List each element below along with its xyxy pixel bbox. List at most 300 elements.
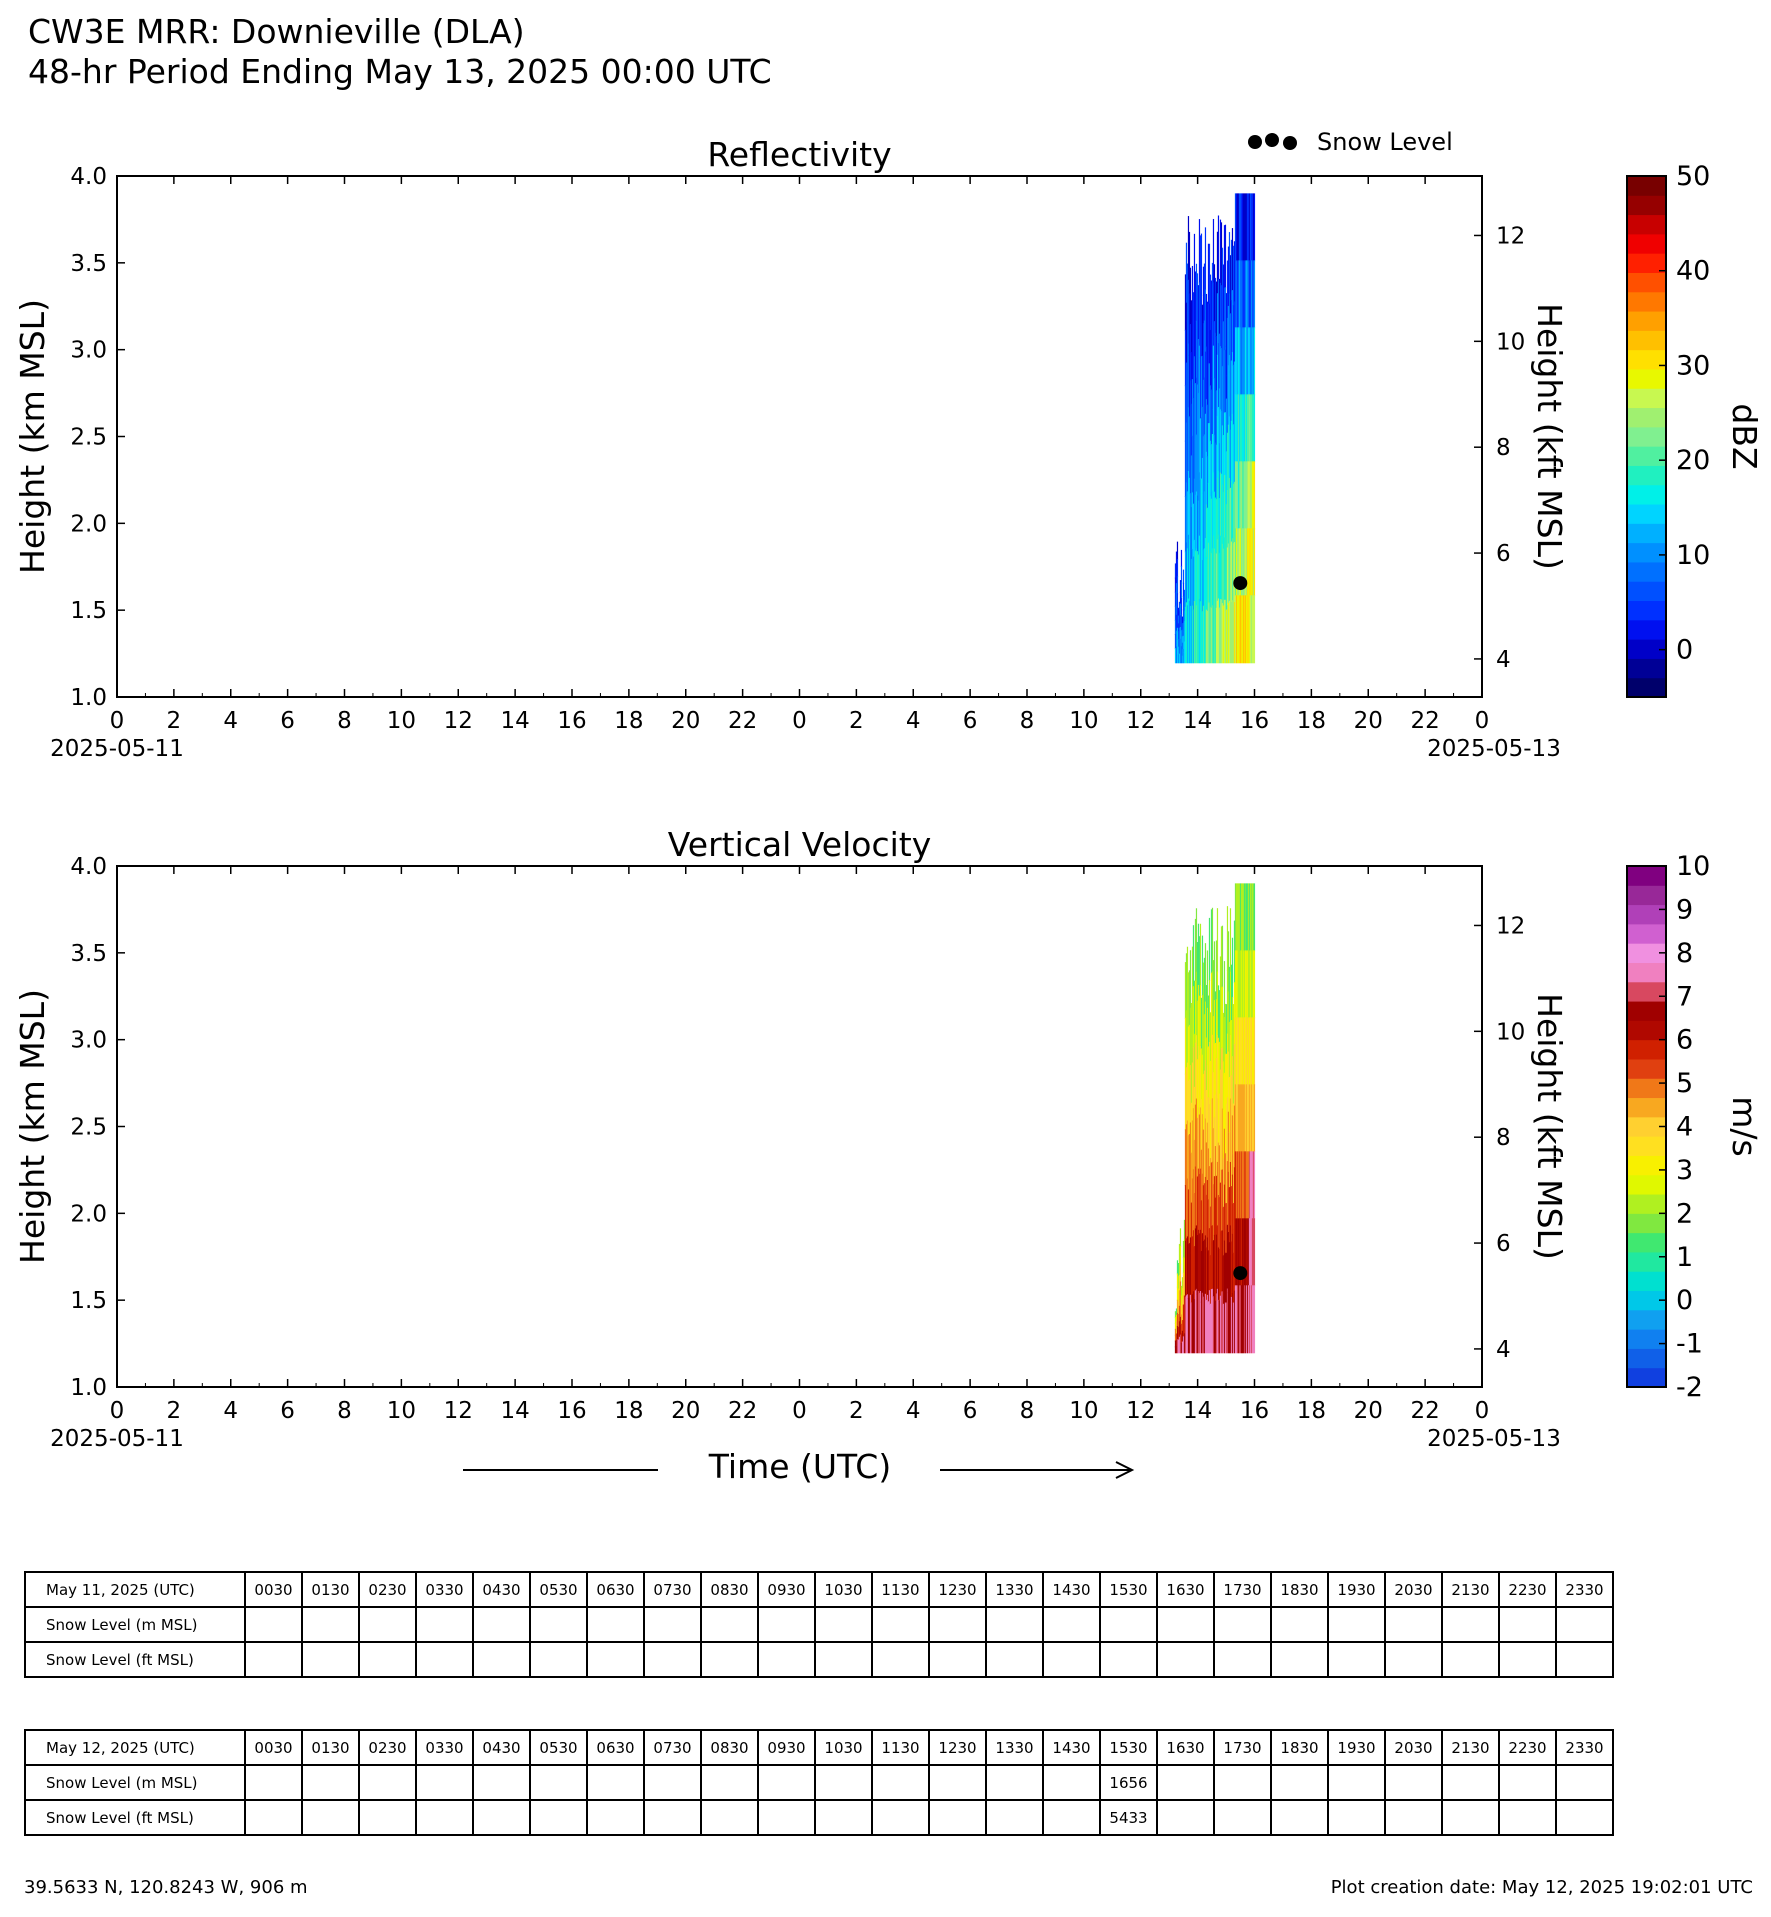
table-time-header: 0230 <box>359 1572 416 1607</box>
colorbar-swatch <box>1627 982 1666 1002</box>
figure-subtitle: 48-hr Period Ending May 13, 2025 00:00 UTC <box>28 52 772 91</box>
colorbar-swatch <box>1627 350 1666 370</box>
heatmap-streak <box>1190 950 1191 1008</box>
table-time-header: 1930 <box>1328 1730 1385 1765</box>
snow-level-marker <box>1233 1266 1247 1280</box>
colorbar-tick-label: 10 <box>1676 851 1711 882</box>
x-tick-label: 12 <box>1126 708 1156 734</box>
y-axis-label-left: Height (km MSL) <box>13 989 52 1264</box>
colorbar-swatch <box>1627 1136 1666 1156</box>
colorbar-swatch <box>1627 311 1666 331</box>
table-time-header: 0630 <box>587 1730 644 1765</box>
legend-marker-icon <box>1283 136 1297 150</box>
colorbar-tick-label: 1 <box>1676 1241 1694 1273</box>
plot-frame <box>117 176 1482 697</box>
table-cell <box>872 1800 929 1835</box>
table-cell <box>644 1642 701 1677</box>
end-date-label: 2025-05-13 <box>1427 736 1561 762</box>
table-time-header: 1230 <box>929 1730 986 1765</box>
x-tick-label: 22 <box>1410 708 1440 734</box>
table-cell <box>701 1800 758 1835</box>
table-cell <box>872 1607 929 1642</box>
colorbar-swatch <box>1627 962 1666 982</box>
heatmap-streak <box>1181 550 1182 567</box>
table-header-row <box>25 1730 1613 1765</box>
legend-marker-icon <box>1265 133 1279 147</box>
heatmap-streak <box>1193 925 1194 987</box>
plot-creation-date: Plot creation date: May 12, 2025 19:02:01 UTC <box>1330 1877 1753 1898</box>
table-cell <box>359 1642 416 1677</box>
heatmap-streak <box>1230 908 1231 972</box>
table-cell <box>359 1765 416 1800</box>
table-cell <box>1043 1800 1100 1835</box>
x-tick-label: 2 <box>166 1398 182 1424</box>
table-cell <box>587 1642 644 1677</box>
table-cell <box>1157 1642 1214 1677</box>
y-right-tick-label: 6 <box>1496 541 1511 568</box>
y-right-tick-label: 10 <box>1496 1019 1526 1046</box>
table-cell <box>701 1607 758 1642</box>
x-tick-label: 4 <box>223 1398 239 1424</box>
x-tick-label: 16 <box>557 1398 587 1424</box>
colorbar-swatch <box>1627 272 1666 292</box>
table-cell <box>1271 1765 1328 1800</box>
colorbar-swatch <box>1627 523 1666 543</box>
table-time-header: 0330 <box>416 1730 473 1765</box>
table-cell <box>758 1765 815 1800</box>
table-row <box>25 1642 1613 1677</box>
table-cell <box>473 1607 530 1642</box>
x-tick-label: 18 <box>614 708 644 734</box>
table-time-header: 2330 <box>1556 1730 1613 1765</box>
table-cell <box>1100 1607 1157 1642</box>
table-cell <box>815 1642 872 1677</box>
table-time-header: 1230 <box>929 1572 986 1607</box>
y-tick-label: 2.0 <box>70 1201 107 1228</box>
colorbar-tick-label: 40 <box>1676 255 1711 287</box>
table-cell <box>758 1607 815 1642</box>
table-time-header: 0130 <box>302 1730 359 1765</box>
heatmap-streak <box>1254 950 1255 1018</box>
table-cell <box>1100 1642 1157 1677</box>
colorbar-swatch <box>1627 369 1666 389</box>
table-cell <box>416 1765 473 1800</box>
table-cell <box>530 1765 587 1800</box>
colorbar-swatch <box>1627 1059 1666 1079</box>
table-cell <box>986 1642 1043 1677</box>
table-time-header: 1030 <box>815 1572 872 1607</box>
x-tick-label: 10 <box>386 1398 417 1424</box>
table-cell <box>1442 1800 1499 1835</box>
y-right-tick-label: 12 <box>1496 223 1526 250</box>
table-time-header: 1930 <box>1328 1572 1385 1607</box>
colorbar-swatch <box>1627 1348 1666 1368</box>
heatmap-streak <box>1225 225 1226 289</box>
table-time-header: 1630 <box>1157 1572 1214 1607</box>
heatmap-streak <box>1209 918 1210 981</box>
table-cell <box>701 1642 758 1677</box>
colorbar-tick-label: 9 <box>1676 894 1694 926</box>
heatmap-streak <box>1180 1228 1181 1247</box>
x-tick-label: 0 <box>792 1398 807 1424</box>
x-tick-label: 20 <box>1353 1398 1383 1424</box>
x-tick-label: 2 <box>166 708 182 734</box>
x-tick-label: 18 <box>1296 1398 1327 1424</box>
heatmap-streak <box>1254 394 1255 462</box>
table-cell <box>986 1765 1043 1800</box>
table-cell <box>815 1800 872 1835</box>
table-cell <box>359 1607 416 1642</box>
table-time-header: 2030 <box>1385 1572 1442 1607</box>
table-time-header: 2130 <box>1442 1730 1499 1765</box>
table-time-header: 0230 <box>359 1730 416 1765</box>
table-time-header: 0830 <box>701 1730 758 1765</box>
y-tick-label: 4.0 <box>70 854 107 880</box>
colorbar-label: m/s <box>1725 1096 1764 1157</box>
heatmap-streak <box>1254 1017 1255 1085</box>
y-right-tick-label: 6 <box>1496 1231 1511 1258</box>
table-cell <box>302 1642 359 1677</box>
heatmap-streak <box>1180 1264 1181 1283</box>
y-right-tick-label: 4 <box>1496 646 1511 673</box>
plot-frame <box>117 866 1482 1387</box>
vertical-velocity-chart <box>0 690 1771 1470</box>
colorbar-tick-label: 0 <box>1676 1285 1694 1317</box>
table-cell <box>1556 1800 1613 1835</box>
colorbar-swatch <box>1627 866 1666 886</box>
x-tick-label: 20 <box>671 708 701 734</box>
heatmap-streak <box>1254 1084 1255 1152</box>
legend-label: Snow Level <box>1317 128 1453 156</box>
table-cell <box>929 1765 986 1800</box>
legend-marker-icon <box>1248 135 1262 149</box>
table-cell <box>530 1642 587 1677</box>
table-cell <box>1157 1607 1214 1642</box>
table-cell: 1656 <box>1100 1765 1157 1800</box>
x-tick-label: 14 <box>1182 708 1213 734</box>
snow-level-legend <box>1248 128 1453 156</box>
table-date-label: May 12, 2025 (UTC) <box>25 1730 245 1765</box>
table-cell <box>1157 1765 1214 1800</box>
colorbar-swatch <box>1627 1271 1666 1291</box>
table-time-header: 0830 <box>701 1572 758 1607</box>
table-cell <box>644 1765 701 1800</box>
table-cell: 5433 <box>1100 1800 1157 1835</box>
y-right-tick-label: 8 <box>1496 435 1511 462</box>
heatmap-streak <box>1201 234 1202 296</box>
y-tick-label: 3.5 <box>70 250 107 277</box>
table-time-header: 2330 <box>1556 1572 1613 1607</box>
table-cell <box>1385 1800 1442 1835</box>
heatmap-streak <box>1254 1285 1255 1353</box>
table-cell <box>1043 1642 1100 1677</box>
table-time-header: 1330 <box>986 1572 1043 1607</box>
x-tick-label: 2 <box>849 708 864 734</box>
colorbar-swatch <box>1627 330 1666 350</box>
table-cell <box>473 1765 530 1800</box>
y-tick-label: 1.5 <box>70 598 107 625</box>
y-tick-label: 1.0 <box>70 1375 107 1401</box>
reflectivity-panel <box>0 0 1771 780</box>
table-time-header: 1730 <box>1214 1572 1271 1607</box>
x-tick-label: 14 <box>1182 1398 1213 1424</box>
x-tick-label: 0 <box>1474 1398 1490 1424</box>
x-tick-label: 4 <box>223 708 239 734</box>
y-tick-label: 2.5 <box>70 424 107 451</box>
heatmap-streak <box>1200 924 1201 986</box>
table-time-header: 1830 <box>1271 1730 1328 1765</box>
table-cell <box>1499 1765 1556 1800</box>
colorbar-tick-label: 3 <box>1676 1154 1694 1186</box>
table-time-header: 2130 <box>1442 1572 1499 1607</box>
table-cell <box>302 1765 359 1800</box>
start-date-label: 2025-05-11 <box>50 1426 184 1452</box>
table-cell <box>1328 1800 1385 1835</box>
table-time-header: 0630 <box>587 1572 644 1607</box>
table-time-header: 1430 <box>1043 1572 1100 1607</box>
figure-title: CW3E MRR: Downieville (DLA) <box>28 12 525 51</box>
y-right-tick-label: 12 <box>1496 913 1526 940</box>
colorbar-swatch <box>1627 1040 1666 1060</box>
colorbar-swatch <box>1627 485 1666 505</box>
colorbar-swatch <box>1627 885 1666 905</box>
y-right-tick-label: 4 <box>1496 1336 1511 1363</box>
colorbar-swatch <box>1627 620 1666 640</box>
table-cell <box>1499 1607 1556 1642</box>
table-cell <box>986 1800 1043 1835</box>
colorbar-swatch <box>1627 1368 1666 1388</box>
y-right-tick-label: 8 <box>1496 1125 1511 1152</box>
table-cell <box>815 1607 872 1642</box>
table-time-header: 1130 <box>872 1730 929 1765</box>
table-cell <box>416 1800 473 1835</box>
colorbar-swatch <box>1627 408 1666 428</box>
table-cell <box>416 1642 473 1677</box>
heatmap-streak <box>1180 1246 1181 1265</box>
colorbar-swatch <box>1627 465 1666 485</box>
x-tick-label: 12 <box>1126 1398 1156 1424</box>
table-cell <box>1328 1607 1385 1642</box>
x-tick-label: 12 <box>443 1398 473 1424</box>
table-cell <box>1556 1607 1613 1642</box>
table-time-header: 1130 <box>872 1572 929 1607</box>
table-cell <box>1556 1765 1613 1800</box>
table-cell <box>758 1642 815 1677</box>
table-cell <box>416 1607 473 1642</box>
x-tick-label: 0 <box>109 708 125 734</box>
table-cell <box>1214 1642 1271 1677</box>
table-row-label: Snow Level (ft MSL) <box>25 1642 245 1677</box>
colorbar-swatch <box>1627 1155 1666 1175</box>
table-cell <box>359 1800 416 1835</box>
table-row <box>25 1765 1613 1800</box>
colorbar-swatch <box>1627 658 1666 678</box>
table-cell <box>758 1800 815 1835</box>
table-time-header: 0430 <box>473 1572 530 1607</box>
table-cell <box>872 1765 929 1800</box>
colorbar-tick-label: 2 <box>1676 1198 1694 1230</box>
colorbar-swatch <box>1627 1078 1666 1098</box>
heatmap-streak <box>1254 595 1255 663</box>
y-tick-label: 3.0 <box>70 1027 107 1054</box>
y-axis-label-right: Height (kft MSL) <box>1530 303 1569 570</box>
table-cell <box>1442 1765 1499 1800</box>
table-cell <box>644 1800 701 1835</box>
table-time-header: 0730 <box>644 1730 701 1765</box>
table-cell <box>302 1607 359 1642</box>
x-tick-label: 14 <box>500 708 530 734</box>
y-tick-label: 3.0 <box>70 337 107 364</box>
table-time-header: 0730 <box>644 1572 701 1607</box>
colorbar-swatch <box>1627 924 1666 944</box>
x-tick-label: 6 <box>962 708 978 734</box>
table-time-header: 0930 <box>758 1572 815 1607</box>
x-tick-label: 6 <box>280 1398 295 1424</box>
x-tick-label: 4 <box>905 1398 921 1424</box>
table-cell <box>1157 1800 1214 1835</box>
colorbar-swatch <box>1627 601 1666 621</box>
table-cell <box>1328 1765 1385 1800</box>
snow-level-table-may12 <box>24 1729 1614 1836</box>
heatmap-streak <box>1254 260 1255 328</box>
table-time-header: 0030 <box>245 1572 302 1607</box>
table-row-label: Snow Level (ft MSL) <box>25 1800 245 1835</box>
x-tick-label: 20 <box>1353 708 1383 734</box>
x-tick-label: 2 <box>849 1398 864 1424</box>
station-location: 39.5633 N, 120.8243 W, 906 m <box>24 1877 308 1898</box>
heatmap-streak <box>1177 542 1178 560</box>
table-cell <box>929 1800 986 1835</box>
time-axis-label-row <box>460 1440 1140 1500</box>
x-tick-label: 12 <box>443 708 473 734</box>
x-tick-label: 8 <box>337 1398 352 1424</box>
y-tick-label: 3.5 <box>70 940 107 967</box>
colorbar-swatch <box>1627 1329 1666 1349</box>
table-cell <box>644 1607 701 1642</box>
colorbar-swatch <box>1627 905 1666 925</box>
heatmap-streak <box>1254 883 1255 951</box>
colorbar-tick-label: -2 <box>1676 1372 1703 1403</box>
colorbar-swatch <box>1627 1252 1666 1272</box>
table-time-header: 0330 <box>416 1572 473 1607</box>
table-cell <box>245 1800 302 1835</box>
colorbar-swatch <box>1627 1175 1666 1195</box>
colorbar-swatch <box>1627 1098 1666 1118</box>
table-time-header: 1730 <box>1214 1730 1271 1765</box>
table-cell <box>1499 1800 1556 1835</box>
colorbar-swatch <box>1627 292 1666 312</box>
colorbar-tick-label: -1 <box>1676 1328 1703 1360</box>
colorbar-swatch <box>1627 1001 1666 1021</box>
colorbar-swatch <box>1627 1194 1666 1214</box>
colorbar-tick-label: 20 <box>1676 445 1711 477</box>
colorbar <box>1627 161 1764 698</box>
table-time-header: 1830 <box>1271 1572 1328 1607</box>
heatmap-streak <box>1232 938 1233 998</box>
table-cell <box>245 1642 302 1677</box>
colorbar-swatch <box>1627 234 1666 254</box>
colorbar-tick-label: 6 <box>1676 1024 1694 1056</box>
colorbar-label: dBZ <box>1725 403 1764 470</box>
table-cell <box>1043 1765 1100 1800</box>
colorbar <box>1627 851 1764 1403</box>
colorbar-tick-label: 5 <box>1676 1068 1694 1100</box>
panel-title: Vertical Velocity <box>667 825 932 864</box>
colorbar-swatch <box>1627 1020 1666 1040</box>
table-row-label: Snow Level (m MSL) <box>25 1765 245 1800</box>
x-tick-label: 14 <box>500 1398 530 1424</box>
table-cell <box>1328 1642 1385 1677</box>
heatmap-streak <box>1254 1151 1255 1219</box>
table-cell <box>587 1765 644 1800</box>
table-cell <box>929 1607 986 1642</box>
x-tick-label: 10 <box>1069 1398 1099 1424</box>
colorbar-swatch <box>1627 1233 1666 1253</box>
x-tick-label: 0 <box>109 1398 125 1424</box>
table-cell <box>1214 1800 1271 1835</box>
table-cell <box>587 1607 644 1642</box>
table-time-header: 2230 <box>1499 1572 1556 1607</box>
vertical-velocity-panel <box>0 690 1771 1470</box>
heatmap-streak <box>1254 193 1255 261</box>
colorbar-swatch <box>1627 1310 1666 1330</box>
table-row <box>25 1607 1613 1642</box>
y-tick-label: 1.5 <box>70 1288 107 1315</box>
colorbar-tick-label: 7 <box>1676 981 1694 1013</box>
snow-level-marker <box>1233 576 1247 590</box>
heatmap-streak <box>1254 528 1255 596</box>
table-cell <box>986 1607 1043 1642</box>
table-cell <box>929 1642 986 1677</box>
colorbar-swatch <box>1627 543 1666 563</box>
heatmap-streak <box>1181 566 1182 583</box>
heatmap-data <box>1175 193 1255 663</box>
table-time-header: 2230 <box>1499 1730 1556 1765</box>
table-time-header: 0430 <box>473 1730 530 1765</box>
heatmap-streak <box>1177 559 1178 577</box>
x-tick-label: 16 <box>557 708 587 734</box>
heatmap-streak <box>1254 461 1255 529</box>
heatmap-streak <box>1181 598 1182 615</box>
colorbar-swatch <box>1627 388 1666 408</box>
heatmap-streak <box>1181 582 1182 599</box>
colorbar-swatch <box>1627 504 1666 524</box>
table-cell <box>530 1800 587 1835</box>
heatmap-streak <box>1217 908 1218 972</box>
y-axis-label-right: Height (kft MSL) <box>1530 993 1569 1260</box>
x-tick-label: 4 <box>905 708 921 734</box>
x-tick-label: 22 <box>727 708 758 734</box>
table-cell <box>473 1642 530 1677</box>
table-cell <box>815 1765 872 1800</box>
x-tick-label: 18 <box>614 1398 644 1424</box>
y-axis-label-left: Height (km MSL) <box>13 299 52 574</box>
x-tick-label: 0 <box>792 708 807 734</box>
x-tick-label: 22 <box>727 1398 758 1424</box>
table-time-header: 0530 <box>530 1572 587 1607</box>
colorbar-swatch <box>1627 581 1666 601</box>
table-time-header: 1430 <box>1043 1730 1100 1765</box>
x-tick-label: 20 <box>671 1398 701 1424</box>
table-cell <box>1442 1642 1499 1677</box>
y-tick-label: 2.5 <box>70 1114 107 1141</box>
table-header-row <box>25 1572 1613 1607</box>
heatmap-streak <box>1183 570 1184 584</box>
time-axis-label: Time (UTC) <box>708 1447 892 1486</box>
heatmap-streak <box>1205 227 1206 290</box>
table-cell <box>1385 1765 1442 1800</box>
y-tick-label: 1.0 <box>70 685 107 711</box>
